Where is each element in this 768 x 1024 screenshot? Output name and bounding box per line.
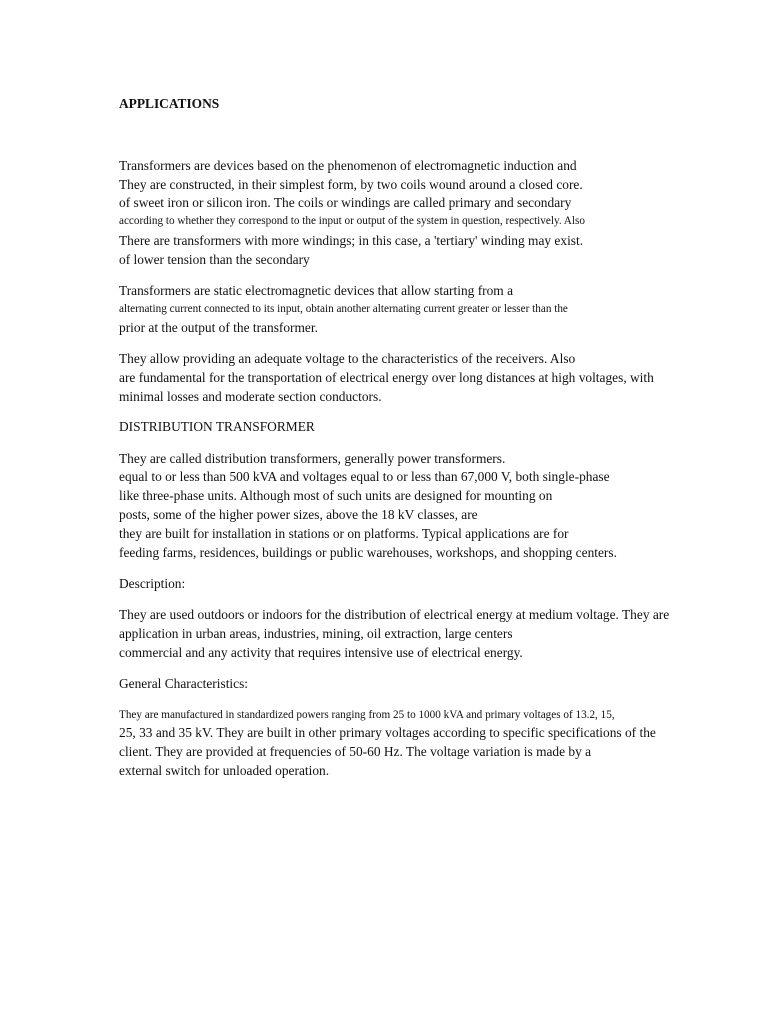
page-heading: APPLICATIONS [119, 96, 220, 111]
text-line: They are used outdoors or indoors for the distribution of electrical energy at medium voltage. They are [119, 607, 670, 622]
section-heading: General Characteristics: [119, 676, 249, 691]
text-line: There are transformers with more windings; in this case, a 'tertiary' winding may exist. [119, 233, 584, 248]
text-line: minimal losses and moderate section conductors. [119, 389, 382, 404]
text-line: external switch for unloaded operation. [119, 763, 330, 778]
text-line: They are called distribution transformers, generally power transformers. [119, 451, 506, 466]
text-line: alternating current connected to its input, obtain another alternating current greater or lesser than the [119, 303, 568, 315]
text-line: Transformers are static electromagnetic devices that allow starting from a [119, 283, 514, 298]
text-line: commercial and any activity that requires intensive use of electrical energy. [119, 645, 523, 660]
text-line: of lower tension than the secondary [119, 252, 310, 267]
text-line: prior at the output of the transformer. [119, 320, 318, 335]
text-line: equal to or less than 500 kVA and voltages equal to or less than 67,000 V, both single-phase [119, 469, 610, 484]
text-line: They allow providing an adequate voltage to the characteristics of the receivers. Also [119, 351, 576, 366]
text-line: Transformers are devices based on the phenomenon of electromagnetic induction and [119, 158, 577, 173]
text-line: application in urban areas, industries, mining, oil extraction, large centers [119, 626, 513, 641]
section-heading: Description: [119, 576, 186, 591]
text-line: according to whether they correspond to the input or output of the system in question, respectively. Also [119, 215, 585, 227]
text-line: are fundamental for the transportation of electrical energy over long distances at high voltages, with [119, 370, 654, 385]
text-line: feeding farms, residences, buildings or public warehouses, workshops, and shopping centers. [119, 545, 617, 560]
text-line: client. They are provided at frequencies of 50-60 Hz. The voltage variation is made by a [119, 744, 592, 759]
text-line: posts, some of the higher power sizes, above the 18 kV classes, are [119, 507, 478, 522]
text-line: They are manufactured in standardized powers ranging from 25 to 1000 kVA and primary voltages of 13.2, 15, [119, 709, 615, 721]
section-heading: DISTRIBUTION TRANSFORMER [119, 419, 315, 434]
text-line: like three-phase units. Although most of such units are designed for mounting on [119, 488, 553, 503]
text-line: of sweet iron or silicon iron. The coils or windings are called primary and secondary [119, 195, 572, 210]
text-line: They are constructed, in their simplest form, by two coils wound around a closed core. [119, 177, 583, 192]
text-line: 25, 33 and 35 kV. They are built in other primary voltages according to specific specifications of the [119, 725, 656, 740]
text-line: they are built for installation in stations or on platforms. Typical applications are for [119, 526, 569, 541]
